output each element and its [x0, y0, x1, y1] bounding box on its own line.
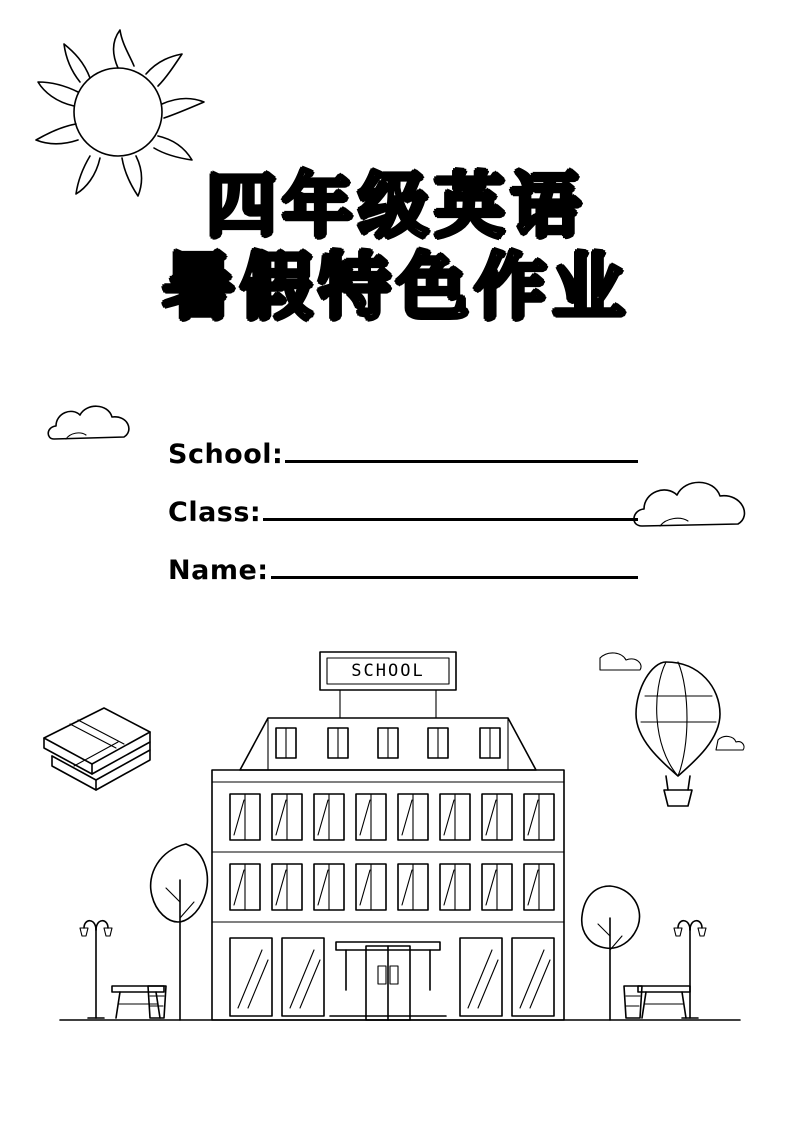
name-input-line[interactable] [271, 554, 638, 579]
title-line-2: 暑假特色作业 [162, 244, 631, 329]
street-lamp-icon-right [674, 921, 706, 1018]
page-title [0, 165, 793, 329]
field-row-class [168, 496, 638, 528]
cloud-icon-right [630, 468, 760, 542]
field-row-name [168, 554, 638, 586]
school-label: School: [168, 439, 284, 470]
cloud-icon-left [46, 395, 142, 451]
books-icon [44, 708, 150, 790]
school-input-line[interactable] [285, 438, 638, 463]
title-line-1: 四年级英语 [206, 165, 587, 247]
school-building-icon [212, 718, 564, 1020]
trash-bin-icon-right [624, 986, 642, 1018]
field-row-school [168, 438, 638, 470]
school-sign [320, 652, 456, 718]
school-sign-text: SCHOOL [351, 661, 425, 681]
bench-icon-right [638, 986, 690, 1018]
bench-icon-left [112, 986, 164, 1018]
student-info-fields [168, 438, 638, 612]
street-lamp-icon-left [80, 921, 112, 1018]
class-input-line[interactable] [263, 496, 638, 521]
hot-air-balloon-icon [600, 653, 744, 806]
class-label: Class: [168, 497, 262, 528]
school-scene-illustration [0, 630, 793, 1050]
tree-icon-left [151, 844, 208, 1020]
tree-icon-right [582, 886, 640, 1020]
name-label: Name: [168, 555, 269, 586]
